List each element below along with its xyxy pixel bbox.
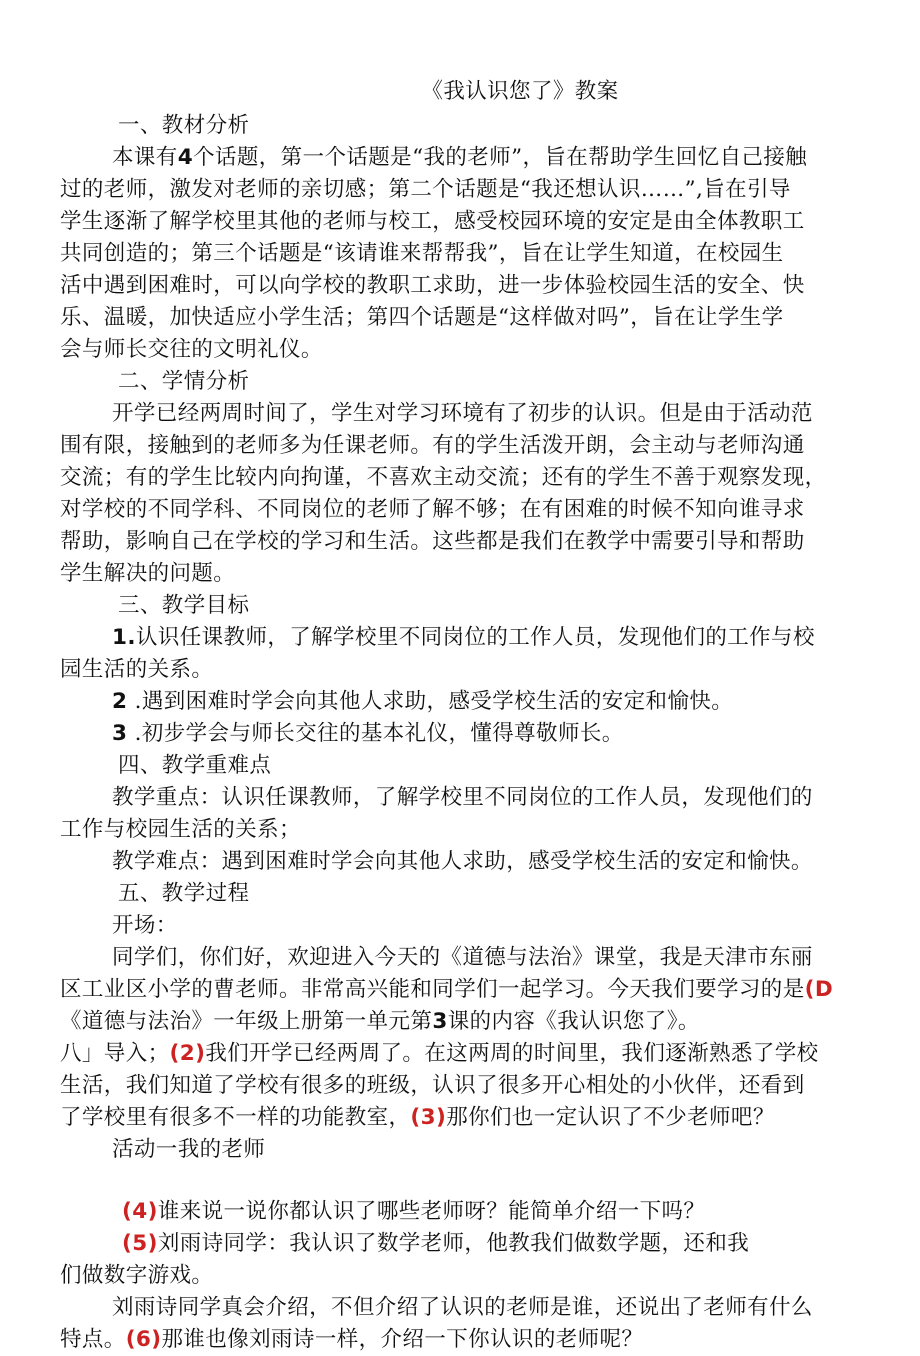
text-run: 个话题，第一个话题是“我的老师”，旨在帮助学生回忆自己接触	[193, 145, 808, 170]
text-run: 八」导入；	[60, 1041, 170, 1066]
paragraph-line: 帮助，影响自己在学校的学习和生活。这些都是我们在教学中需要引导和帮助	[60, 529, 805, 554]
paragraph-line: 共同创造的；第三个话题是“该请谁来帮帮我”，旨在让学生知道，在校园生	[60, 241, 784, 266]
paragraph-line: 对学校的不同学科、不同岗位的老师了解不够；在有困难的时候不知向谁寻求	[60, 497, 805, 522]
goal-item-3	[60, 718, 865, 750]
text-run: 了学校里有很多不一样的功能教室，	[60, 1105, 411, 1130]
text-run: 谁来说一说你都认识了哪些老师呀？能简单介绍一下吗？	[157, 1199, 706, 1224]
goal-number: 1.	[112, 625, 136, 650]
paragraph-line	[60, 142, 865, 174]
paragraph-line: 开场：	[112, 913, 178, 938]
red-marker: (D	[804, 977, 834, 1002]
paragraph-line: 学生解决的问题。	[60, 561, 236, 586]
text-run: 认识任课教师，了解学校里不同岗位的工作人员，发现他们的工作与校	[135, 625, 815, 650]
text-run: 特点。	[60, 1327, 126, 1352]
paragraph-line	[60, 1196, 865, 1228]
paragraph-line	[60, 1102, 865, 1134]
paragraph-line: 开学已经两周时间了，学生对学习环境有了初步的认识。但是由于活动范	[112, 401, 813, 426]
paragraph-line: 同学们，你们好，欢迎进入今天的《道德与法治》课堂，我是天津市东丽	[112, 945, 813, 970]
goal-item-2	[60, 686, 865, 718]
red-marker: (4)	[122, 1199, 158, 1224]
section-heading-4: 四、教学重难点	[118, 753, 272, 778]
activity-heading: 活动一我的老师	[112, 1137, 266, 1162]
paragraph-line	[60, 1228, 865, 1260]
red-marker: (5)	[122, 1231, 158, 1256]
document-title: 《我认识您了》教案	[421, 79, 619, 104]
text-run: 刘雨诗同学：我认识了数学老师，他教我们做数学题，还和我	[157, 1231, 750, 1256]
text-run: 课的内容《我认识您了》。	[447, 1009, 700, 1034]
paragraph-line: 教学重点：认识任课教师，了解学校里不同岗位的工作人员，发现他们的	[112, 785, 813, 810]
paragraph-line	[60, 1006, 865, 1038]
section-heading-3: 三、教学目标	[118, 593, 250, 618]
red-marker: (6)	[125, 1327, 162, 1352]
blank-gap	[60, 1166, 865, 1196]
document-page	[60, 76, 865, 1356]
paragraph-line: 们做数字游戏。	[60, 1263, 214, 1288]
paragraph-line: 刘雨诗同学真会介绍，不但介绍了认识的老师是谁，还说出了老师有什么	[112, 1295, 813, 1320]
paragraph-line: 教学难点：遇到困难时学会向其他人求助，感受学校生活的安定和愉快。	[112, 849, 813, 874]
text-run: 那你们也一定认识了不少老师吧？	[446, 1105, 775, 1130]
red-marker: (2)	[169, 1041, 206, 1066]
goal-number: 2	[112, 689, 128, 714]
text-run: 区工业区小学的曹老师。非常高兴能和同学们一起学习。今天我们要学习的是	[60, 977, 805, 1002]
paragraph-line: 活中遇到困难时，可以向学校的教职工求助，进一步体验校园生活的安全、快	[60, 273, 805, 298]
paragraph-line: 会与师长交往的文明礼仪。	[60, 337, 323, 362]
bold-number: 4	[177, 145, 194, 170]
text-run: .遇到困难时学会向其他人求助，感受学校生活的安定和愉快。	[127, 689, 734, 714]
text-run: 《道德与法治》一年级上册第一单元第	[60, 1009, 433, 1034]
bold-number: 3	[432, 1009, 448, 1034]
section-heading-5: 五、教学过程	[118, 881, 250, 906]
paragraph-line: 乐、温暖，加快适应小学生活；第四个话题是“这样做对吗”，旨在让学生学	[60, 305, 784, 330]
paragraph-line: 学生逐渐了解学校里其他的老师与校工，感受校园环境的安定是由全体教职工	[60, 209, 805, 234]
paragraph-line: 交流；有的学生比较内向拘谨，不喜欢主动交流；还有的学生不善于观察发现，	[60, 465, 827, 490]
paragraph-line: 围有限，接触到的老师多为任课老师。有的学生活泼开朗，会主动与老师沟通	[60, 433, 805, 458]
section-heading-1: 一、教材分析	[118, 113, 250, 138]
section-heading-2: 二、学情分析	[118, 369, 250, 394]
paragraph-line: 工作与校园生活的关系；	[60, 817, 301, 842]
paragraph-line: 过的老师，激发对老师的亲切感；第二个话题是“我还想认识……”,旨在引导	[60, 177, 791, 202]
text-run: 那谁也像刘雨诗一样，介绍一下你认识的老师呢？	[161, 1327, 644, 1352]
paragraph-line	[60, 1038, 865, 1070]
goal-item-1	[60, 622, 865, 654]
paragraph-line: 生活，我们知道了学校有很多的班级，认识了很多开心相处的小伙伴，还看到	[60, 1073, 805, 1098]
paragraph-line	[60, 1324, 865, 1356]
text-run: 本课有	[112, 145, 178, 170]
paragraph-line: 园生活的关系。	[60, 657, 214, 682]
goal-number: 3	[112, 721, 128, 746]
text-run: .初步学会与师长交往的基本礼仪，懂得尊敬师长。	[127, 721, 624, 746]
paragraph-line	[60, 974, 865, 1006]
red-marker: (3)	[410, 1105, 447, 1130]
text-run: 我们开学已经两周了。在这两周的时间里，我们逐渐熟悉了学校	[205, 1041, 819, 1066]
